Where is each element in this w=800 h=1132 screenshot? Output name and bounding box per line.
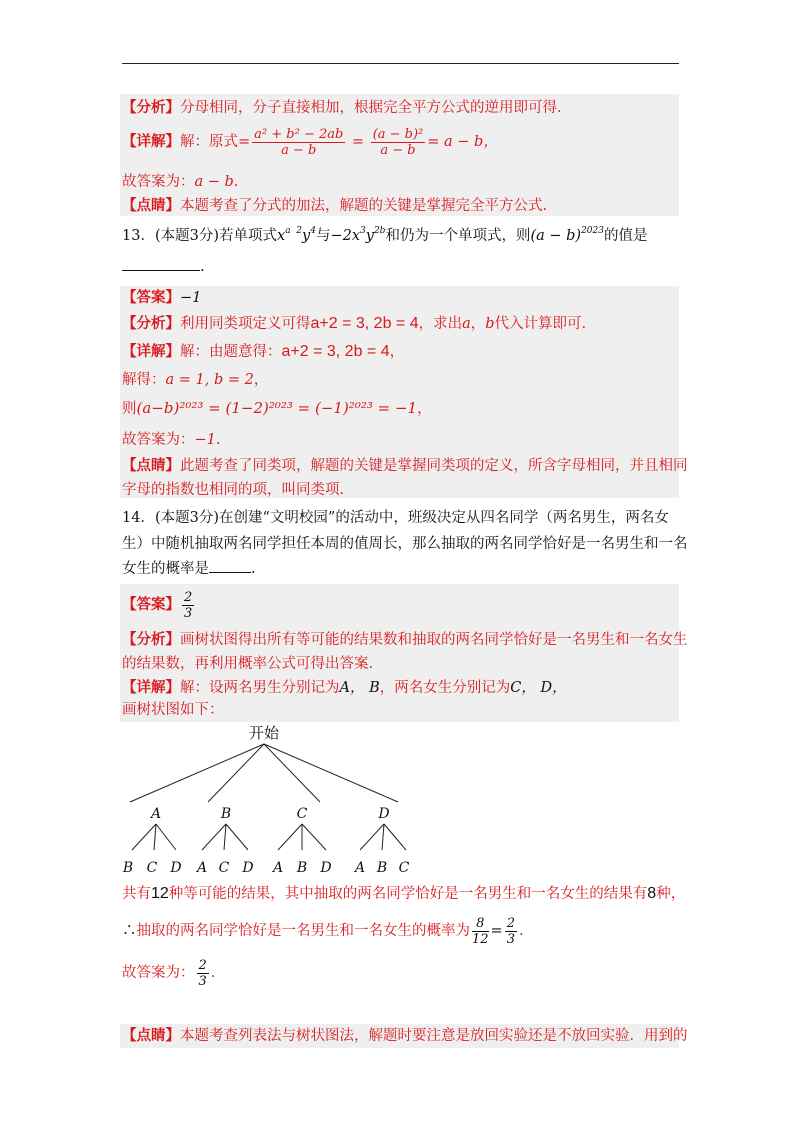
q12-detail: 【详解】解：原式= $\frac{\text{a² + b² − 2ab}}{a - b}$ = $\frac{\text{(a − b)²}}{a - b}$ = a − b， (122, 126, 498, 158)
q13-then: 则(a−b)²⁰²³ = (1−2)²⁰²³ = (−1)²⁰²³ = −1， (122, 399, 432, 417)
q14-detail: 【详解】解：设两名男生分别记为A， B，两名女生分别记为C， D， (122, 679, 567, 696)
q12-comment: 【点睛】本题考查了分式的加法，解题的关键是掌握完全平方公式. (122, 197, 548, 214)
q14-solution-lower (120, 878, 686, 1012)
tree-leaf-b-1: A (196, 860, 208, 876)
q14-comment-block (120, 1024, 688, 1048)
q13-blank-line: . (122, 256, 205, 277)
tree-leaf-d-3: C (398, 860, 410, 876)
q12-analysis: 【分析】分母相同，分子直接相加，根据完全平方公式的逆用即可得. (122, 99, 562, 116)
tree-leaf-d-2: B (376, 860, 388, 876)
q14-tree-intro: 画树状图如下： (122, 702, 224, 718)
q14-solution-block (120, 584, 688, 722)
q13-comment-2: 字母的指数也相同的项，叫同类项. (122, 482, 345, 498)
q13-detail: 【详解】解：由题意得：a+2 = 3, 2b = 4， (122, 343, 405, 360)
tree-leaf-a-2: C (146, 860, 158, 876)
q13-stem: 13．(本题3分)若单项式$x^{a 2}y^4$与$-2x^3y^{2b}$和仍为一个单项式，则$(a - b)^{2023}$的值是 (122, 226, 648, 244)
q12-answer-line: 故答案为：a − b. (122, 174, 239, 190)
q14-answer-blank (209, 558, 251, 573)
q13-answer: 【答案】−1 (122, 289, 202, 306)
header-rule (122, 63, 679, 64)
tree-leaf-c-1: A (272, 860, 284, 876)
tree-diagram-svg (120, 722, 410, 878)
tree-leaf-a-1: B (122, 860, 134, 876)
q13-solve: 解得：a = 1, b = 2， (122, 372, 269, 388)
q14-stem-2: 生）中随机抽取两名同学担任本周的值周长，那么抽取的两名同学恰好是一名男生和一名 (122, 536, 688, 552)
q14-answer-frac: $\frac{2}{3}$ (184, 589, 193, 621)
tree-leaf-a-3: D (170, 860, 182, 876)
q14-stem-3: 女生的概率是 . (122, 558, 256, 579)
tree-root-branches (130, 744, 398, 802)
q12-frac1: $\frac{\text{a² + b² − 2ab}}{a - b}$ (254, 126, 344, 158)
tree-leaf-branches (132, 824, 406, 850)
tree-node-d: D (378, 806, 390, 822)
q14-answer: 【答案】 $\frac{2}{3}$ (122, 589, 193, 621)
tree-leaf-c-3: D (320, 860, 332, 876)
tree-leaf-d-1: A (354, 860, 366, 876)
q14-probability: ∴抽取的两名同学恰好是一名男生和一名女生的概率为 $\frac{8}{12}$ = $\frac{2}{3}$ . (122, 915, 524, 947)
tree-leaf-b-3: D (242, 860, 254, 876)
q14-result: 共有12种等可能的结果，其中抽取的两名同学恰好是一名男生和一名女生的结果有8种， (122, 885, 686, 902)
tree-node-b: B (220, 806, 232, 822)
q12-solution-block (120, 94, 679, 216)
q14-prob-frac1: $\frac{8}{12}$ (472, 915, 489, 947)
tree-node-a: A (150, 806, 162, 822)
q14-comment: 【点睛】本题考查列表法与树状图法，解题时要注意是放回实验还是不放回实验．用到的 (122, 1027, 688, 1044)
q14-stem-1: 14．(本题3分)在创建“文明校园”的活动中，班级决定从四名同学（两名男生，两名女 (122, 510, 669, 526)
q13-comment-1: 【点睛】此题考查了同类项，解题的关键是掌握同类项的定义，所含字母相同，并且相同 (122, 457, 688, 474)
q13-answer-blank (122, 256, 200, 271)
tree-node-c: C (296, 806, 308, 822)
tree-diagram (120, 722, 410, 878)
q14-prob-frac2: $\frac{2}{3}$ (506, 915, 515, 947)
q14-answer-line: 故答案为： $\frac{2}{3}$ . (122, 957, 216, 989)
q13-analysis: 【分析】利用同类项定义可得a+2 = 3, 2b = 4，求出a，b代入计算即可. (122, 315, 587, 332)
q13-answer-line: 故答案为：−1. (122, 432, 221, 448)
q14-answer-line-frac: $\frac{2}{3}$ (198, 957, 207, 989)
tree-leaf-c-2: B (296, 860, 308, 876)
q14-analysis-1: 【分析】画树状图得出所有等可能的结果数和抽取的两名同学恰好是一名男生和一名女生 (122, 631, 688, 648)
q14-analysis-2: 的结果数，再利用概率公式可得出答案. (122, 656, 374, 672)
q13-solution-block (120, 286, 688, 498)
q12-frac2: $\frac{\text{(a − b)²}}{a - b}$ (372, 126, 424, 158)
tree-leaf-b-2: C (218, 860, 230, 876)
tree-root: 开始 (248, 724, 280, 742)
